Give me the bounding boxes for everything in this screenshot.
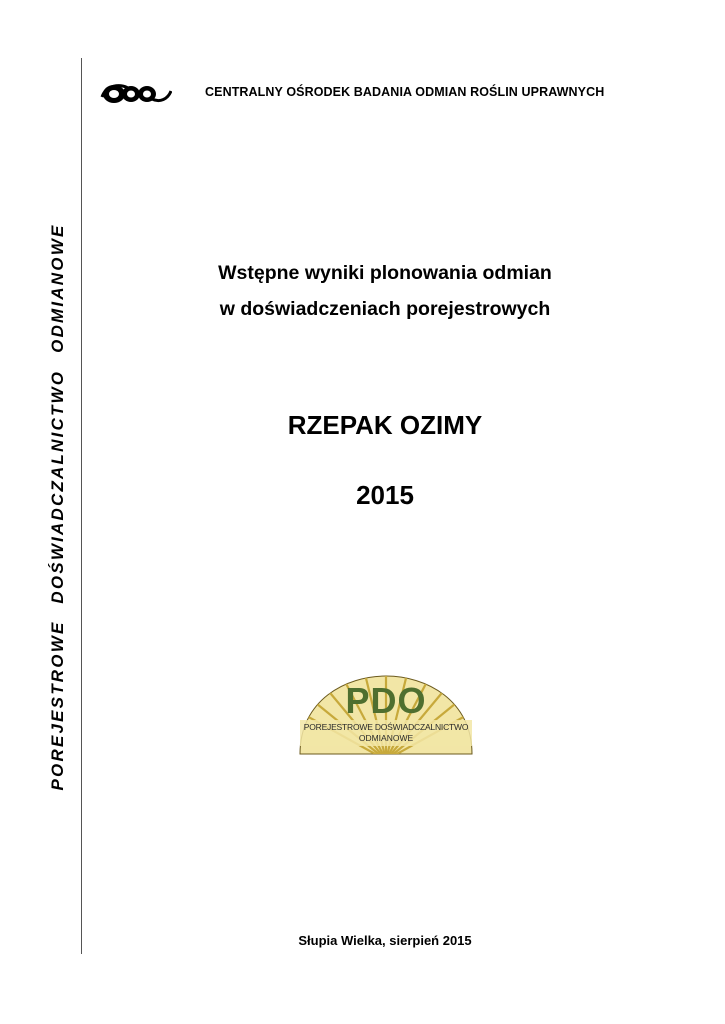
report-title-line2: w doświadczeniach porejestrowych	[219, 298, 551, 320]
place-and-date: Słupia Wielka, sierpień 2015	[298, 933, 472, 948]
report-year: 2015	[356, 480, 414, 510]
crop-name: RZEPAK OZIMY	[287, 410, 483, 440]
pdo-mark: PDO	[345, 680, 427, 721]
institution-name: CENTRALNY OŚRODEK BADANIA ODMIAN ROŚLIN UPRAWNYCH	[205, 85, 605, 99]
side-title: POREJESTROWE DOŚWIADCZALNICTWO ODMIANOWE	[48, 223, 67, 791]
coboru-logo-icon	[100, 79, 172, 107]
vertical-divider	[81, 58, 82, 954]
pdo-logo-text-line1: POREJESTROWE DOŚWIADCZALNICTWO	[303, 722, 469, 732]
report-title-line1: Wstępne wyniki plonowania odmian	[218, 262, 552, 284]
pdo-logo-text-line2: ODMIANOWE	[358, 733, 414, 743]
